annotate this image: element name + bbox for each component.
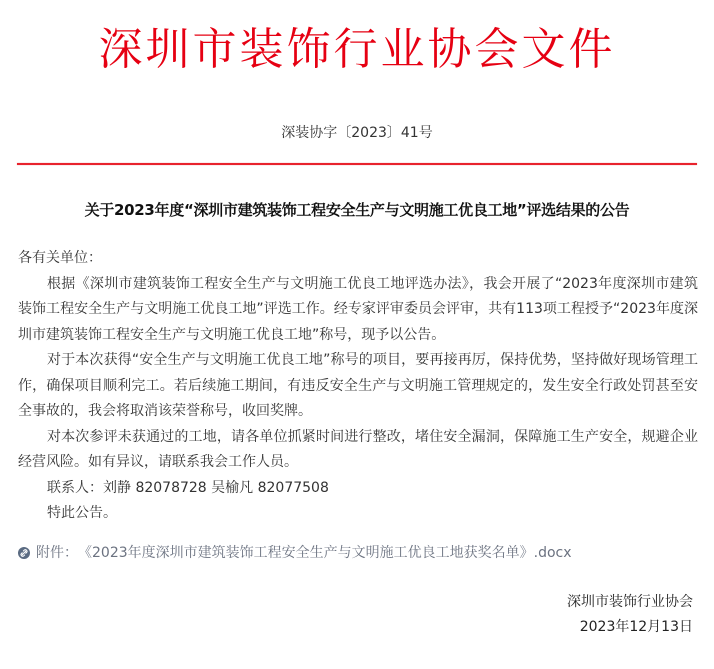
paragraph-not-passed: 对本次参评未获通过的工地，请各单位抓紧时间进行整改，堵住安全漏洞，保障施工生产安全，规避企业经营风险。如有异议，请联系我会工作人员。 xyxy=(18,428,698,470)
attachment-file-link[interactable]: 《2023年度深圳市建筑装饰工程安全生产与文明施工优良工地获奖名单》.docx xyxy=(78,545,572,561)
org-document-header: 深圳市装饰行业协会文件 xyxy=(98,24,616,75)
salutation: 各有关单位： xyxy=(18,250,102,266)
notice-body xyxy=(18,246,698,527)
signature-block xyxy=(567,590,693,640)
attachment-row[interactable] xyxy=(18,543,572,563)
contact-line: 联系人：刘静 82078728 吴榆凡 82077508 xyxy=(47,479,329,496)
link-icon xyxy=(18,547,30,559)
attachment-label: 附件： xyxy=(36,545,78,561)
signature-organization: 深圳市装饰行业协会 xyxy=(567,594,693,610)
notice-title: 关于2023年度“深圳市建筑装饰工程安全生产与文明施工优良工地”评选结果的公告 xyxy=(84,201,630,219)
paragraph-intro: 根据《深圳市建筑装饰工程安全生产与文明施工优良工地评选办法》，我会开展了“2023年度深圳市建筑装饰工程安全生产与文明施工优良工地”评选工作。经专家评审委员会评审，共有113项工程授予“2023年度深圳市建筑装饰工程安全生产与文明施工优良工地”称号，现予以公告。 xyxy=(18,275,698,343)
document-number: 深装协字〔2023〕41号 xyxy=(281,125,433,141)
closing-line: 特此公告。 xyxy=(47,505,117,521)
paragraph-awarded: 对于本次获得“安全生产与文明施工优良工地”称号的项目，要再接再厉，保持优势，坚持做好现场管理工作，确保项目顺利完工。若后续施工期间，有违反安全生产与文明施工管理规定的，发生安全行政处罚甚至安全事故的，我会将取消该荣誉称号，收回奖牌。 xyxy=(18,352,698,419)
red-divider-line xyxy=(17,163,697,165)
signature-date: 2023年12月13日 xyxy=(579,619,693,635)
